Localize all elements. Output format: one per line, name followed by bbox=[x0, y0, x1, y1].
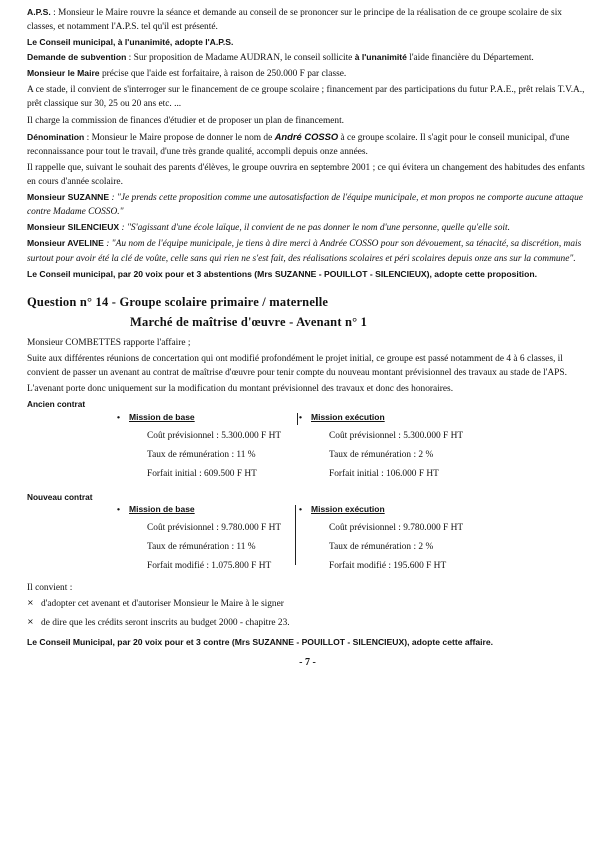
cross-bullet-icon: × bbox=[27, 598, 34, 608]
paragraph-reunions: Suite aux différentes réunions de concertation qui ont modifié profondément le projet initial, ce groupe est passé notamment de 4 à 6 classes, il convient de passer un avenant au contrat de maîtrise d'œuvre pour tenir compte du nouveau montant prévisionnel des travaux au stade de l'APS. bbox=[27, 354, 567, 379]
nouveau-mission-base: • Mission de base Coût prévisionnel : 9.780.000 F HT Taux de rémunération : 11 % Forfait modifié : 1.075.800 F HT bbox=[117, 504, 282, 572]
paragraph-denomination: Dénomination : Monsieur le Maire propose de donner le nom de André COSSO à ce groupe scolaire. Il s'agit pour le conseil municipal, d'une reconnaissance pour tout le travail, d'une très grande qualité, accompli depuis onze années. bbox=[27, 130, 570, 157]
question-heading: Question n° 14 - Groupe scolaire primaire / maternelle bbox=[27, 294, 329, 309]
list-item: × d'adopter cet avenant et d'autoriser Monsieur le Maire à le signer bbox=[27, 598, 284, 610]
paragraph-suzanne: Monsieur SUZANNE : "Je prends cette proposition comme une autosatisfaction de l'équipe municipale, et mon propos ne comporte aucune attaque contre Madame COSSO." bbox=[27, 192, 583, 218]
paragraph-rapporteur: Monsieur COMBETTES rapporte l'affaire ; bbox=[27, 338, 191, 349]
list-item: × de dire que les crédits seront inscrits au budget 2000 - chapitre 23. bbox=[27, 616, 290, 628]
paragraph-il-convient: Il convient : bbox=[27, 583, 73, 594]
decision-list bbox=[27, 597, 588, 629]
paragraph-aveline: Monsieur AVELINE : "Au nom de l'équipe municipale, je tiens à dire merci à Andrée COSSO pour son dévouement, sa ténacité, sa discrétion, mais surtout pour avoir été la clé de voûte, celle sans qui rien ne s'est fait, des réalisations scolaires et péri scolaires depuis onze ans sur la commune". bbox=[27, 238, 582, 264]
paragraph-aps: A.P.S. : Monsieur le Maire rouvre la séance et demande au conseil de se prononcer sur le principe de la réalisation de ce groupe scolaire de six classes, et notamment l'A.P.S. tel qu'il est présenté. bbox=[27, 7, 562, 33]
paragraph-avenant: L'avenant porte donc uniquement sur la modification du montant prévisionnel des travaux et donc des honoraires. bbox=[27, 384, 454, 395]
ancien-contrat-missions bbox=[27, 411, 588, 489]
label-aps: A.P.S. bbox=[27, 7, 51, 17]
final-decision: Le Conseil Municipal, par 20 voix pour et 3 contre (Mrs SUZANNE - POUILLOT - SILENCIEUX), adopte cette affaire. bbox=[27, 636, 494, 647]
bullet-icon: • bbox=[299, 411, 302, 422]
column-divider bbox=[297, 413, 298, 425]
decision-denomination: Le Conseil municipal, par 20 voix pour et 3 abstentions (Mrs SUZANNE - POUILLOT - SILENCIEUX), adopte cette proposition. bbox=[27, 268, 537, 279]
page-number: - 7 - bbox=[299, 656, 316, 668]
paragraph-silencieux: Monsieur SILENCIEUX : "S'agissant d'une école laïque, il convient de ne pas donner le nom d'une personne, quelle qu'elle soit. bbox=[27, 222, 510, 234]
bullet-icon: • bbox=[117, 504, 120, 515]
paragraph-financement: A ce stade, il convient de s'interroger sur le financement de ce groupe scolaire ; financement par des participations du futur P.A.E., prêt relais T.V.A., prêt classique sur 30, 25 ou 20 ans etc. ... bbox=[27, 85, 585, 110]
decision-aps: Le Conseil municipal, à l'unanimité, adopte l'A.P.S. bbox=[27, 37, 234, 48]
cross-bullet-icon: × bbox=[27, 616, 34, 626]
ancien-mission-execution: • Mission exécution Coût prévisionnel : 5.300.000 F HT Taux de rémunération : 2 % Forfait initial : 106.000 F HT bbox=[299, 411, 464, 479]
question-subheading: Marché de maîtrise d'œuvre - Avenant n° 1 bbox=[130, 315, 368, 330]
nouveau-contrat-label: Nouveau contrat bbox=[27, 491, 93, 502]
paragraph-maire-aide: Monsieur le Maire précise que l'aide est forfaitaire, à raison de 250.000 F par classe. bbox=[27, 68, 347, 80]
ancien-mission-base: • Mission de base Coût prévisionnel : 5.300.000 F HT Taux de rémunération : 11 % Forfait initial : 609.500 F HT bbox=[117, 411, 282, 479]
bullet-icon: • bbox=[117, 411, 120, 422]
nouveau-mission-execution: • Mission exécution Coût prévisionnel : 9.780.000 F HT Taux de rémunération : 2 % Forfait modifié : 195.600 F HT bbox=[299, 504, 464, 572]
ancien-contrat-label: Ancien contrat bbox=[27, 399, 86, 410]
paragraph-subvention: Demande de subvention : Sur proposition de Madame AUDRAN, le conseil sollicite à l'unanimité l'aide financière du Département. bbox=[27, 52, 534, 64]
paragraph-rentree: Il rappelle que, suivant le souhait des parents d'élèves, le groupe ouvrira en septembre 2001 ; ce qui évitera un changement des habitudes des enfants en cours d'année scolaire. bbox=[27, 162, 585, 187]
bullet-icon: • bbox=[299, 504, 302, 515]
nouveau-contrat-missions bbox=[27, 503, 588, 581]
paragraph-commission: Il charge la commission de finances d'étudier et de proposer un plan de financement. bbox=[27, 115, 345, 126]
column-divider bbox=[295, 505, 296, 565]
